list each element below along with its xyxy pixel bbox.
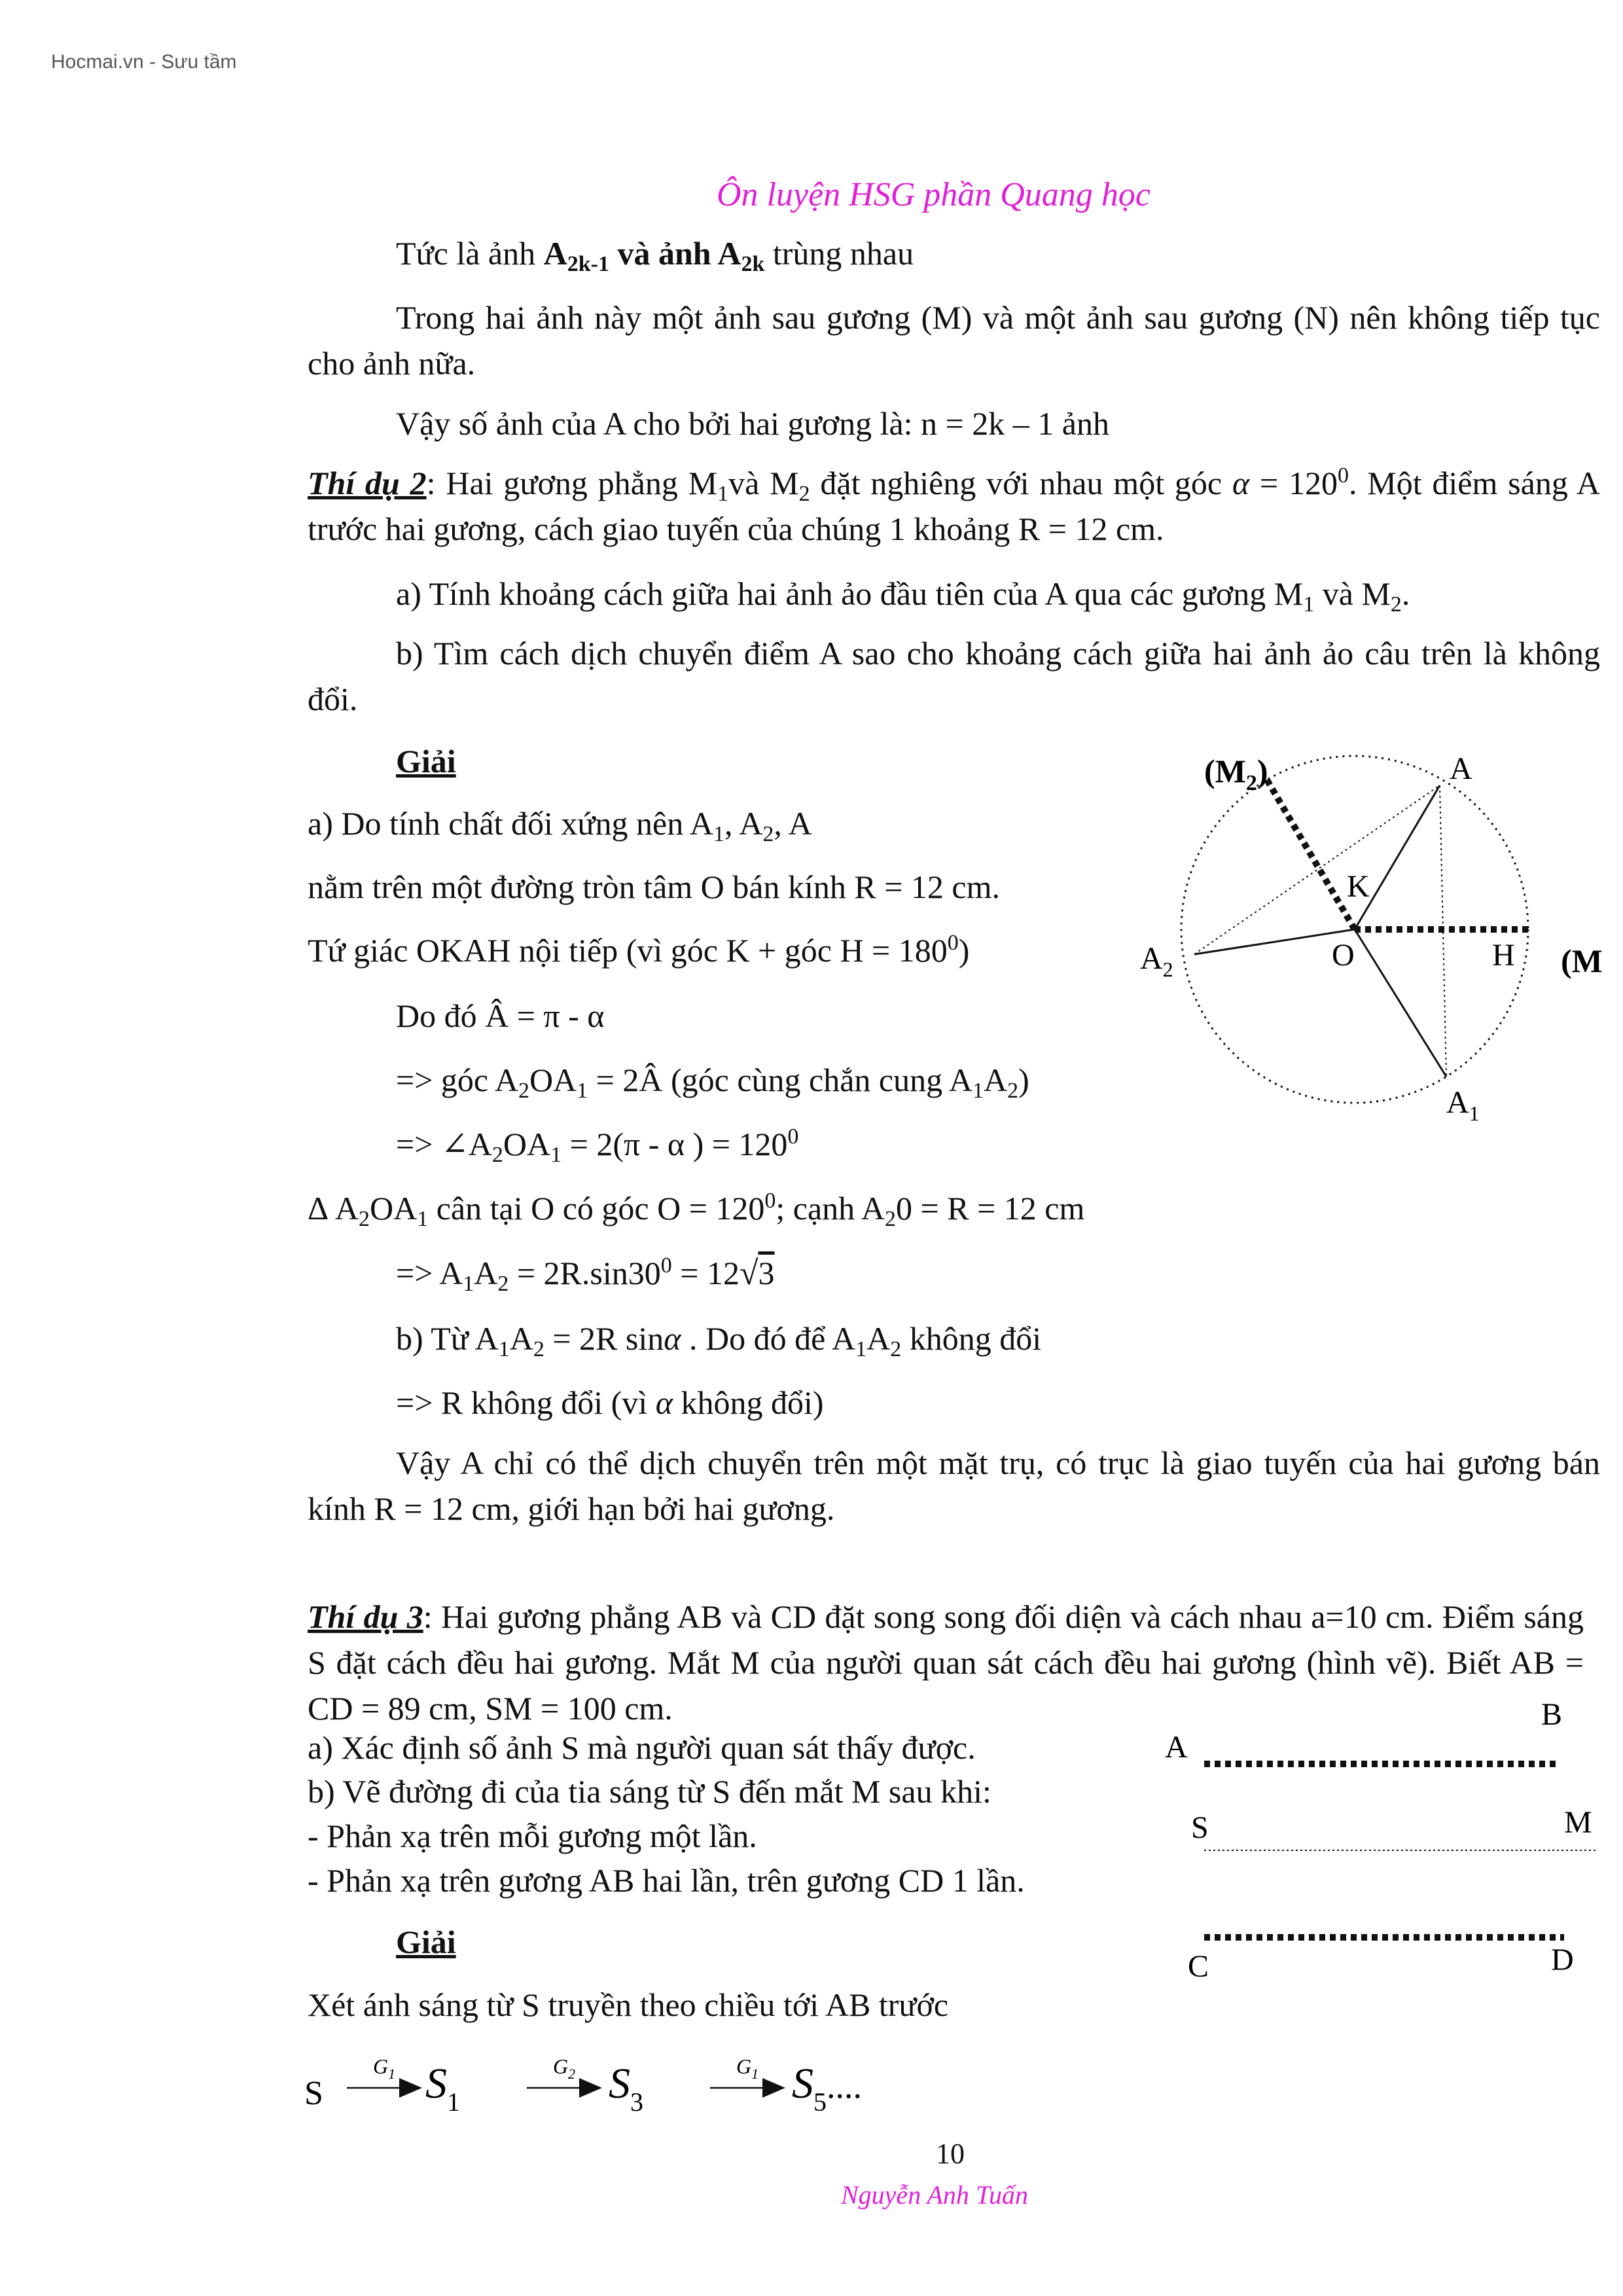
label-k: K [1347,869,1370,904]
intro-line-1: Tức là ảnh $A_{2k-1}$ và ảnh $A_{2k}$ trùng nhau [396,235,914,276]
label-a2: $A_2$ [1140,941,1173,981]
example-3-question-b: b) Vẽ đường đi của tia sáng từ S đến mắt M sau khi: [308,1773,991,1810]
example-2-solution-label: Giải [396,743,456,780]
label-g1-second: $G_1$ [736,2054,759,2082]
example-3-question-a: a) Xác định số ảnh S mà người quan sát thấy được. [308,1729,976,1766]
example-2-question-b: b) Tìm cách dịch chuyển điểm A sao cho khoảng cách giữa hai ảnh ảo câu trên là không đổi. [308,635,1600,717]
label-g1: $G_1$ [373,2054,396,2082]
label-m1: (M [1561,942,1603,979]
solution-line-1: a) Do tính chất đối xứng nên $A_1$, $A_2$, A [308,805,812,846]
label-d: D [1551,1943,1574,1977]
label-a: A [1450,751,1472,786]
solution-line-8: => $A_1A_2 = 2R.\sin 30^0 = 12√3$ [396,1253,775,1296]
label-a1: $A_1$ [1446,1085,1480,1125]
example-3-question-b1: - Phản xạ trên mỗi gương một lần. [308,1818,757,1854]
reflection-chain [301,2036,1021,2127]
label-m2: $(M_2)$ [1204,753,1268,795]
line-a2a [1194,785,1440,954]
example-3-solution-label: Giải [396,1924,456,1960]
watermark: Hocmai.vn - Sưu tầm [51,51,237,73]
page-number: 10 [936,2138,965,2170]
label-h: H [1492,938,1515,973]
example-3-statement: Thí dụ 3: Hai gương phẳng AB và CD đặt song song đối diện và cách nhau a=10 cm. Điểm sáng S đặt cách đều hai gương. Mắt M của người quan sát cách đều hai gương (hình vẽ). Biết AB = CD = 89 cm, SM = 100 cm. [308,1598,1584,1727]
line-oa2 [1194,929,1355,954]
solution-line-9: b) Từ $A_1A_2 = 2R$ sinα . Do đó để $A_1A_2$ không đổi [396,1320,1042,1361]
chain-s5: $S_5^{....}$ [792,2060,862,2117]
example-3-solution-line-1: Xét ánh sáng từ S truyền theo chiều tới AB trước [308,1986,949,2023]
example-2-question-a: a) Tính khoảng cách giữa hai ảnh ảo đầu tiên của A qua các gương $M_1$ và $M_2$. [396,575,1410,617]
mirror-m2 [1266,779,1355,929]
label-a: A [1165,1730,1188,1765]
label-o: O [1332,938,1355,973]
solution-line-7: Δ $A_2OA_1$ cân tại O có góc $O = 120^0$; cạnh $A_20 = R = 12$ cm [308,1189,1085,1231]
intro-line-3: Vậy số ảnh của A cho bởi hai gương là: n = 2k – 1 ảnh [396,405,1109,442]
solution-line-3: Tứ giác OKAH nội tiếp (vì góc K + góc $H = 180^0$) [308,931,970,969]
footer-author: Nguyễn Anh Tuấn [841,2180,1028,2210]
chain-s: S [304,2075,323,2112]
figure-parallel-mirrors [1152,1695,1610,1996]
label-s: S [1191,1810,1209,1845]
figure-mirrors-circle [1132,746,1616,1126]
header-title: Ôn luyện HSG phần Quang học [717,176,1150,213]
solution-line-2: nằm trên một đường tròn tâm O bán kính R = 12 cm. [308,869,1000,905]
solution-line-10: => R không đổi (vì α không đổi) [396,1384,824,1421]
solution-conclusion: Vậy A chỉ có thể dịch chuyển trên một mặt trụ, có trục là giao tuyến của hai gương bán kính R = 12 cm, giới hạn bởi hai gương. [308,1444,1600,1527]
label-m: M [1564,1805,1592,1840]
label-b: B [1541,1697,1563,1732]
solution-line-5: => góc $A_2OA_1$ = 2Â (góc cùng chắn cung $A_1A_2$) [396,1062,1029,1103]
label-c: C [1188,1949,1209,1984]
solution-line-6: => $\angle A_2OA_1 = 2(\pi - \alpha$ ) = $120^0$ [396,1124,799,1167]
line-oa [1355,785,1440,929]
line-oa1 [1355,929,1446,1077]
solution-line-4: Do đó Â = π - α [396,997,605,1034]
example-2-statement: Thí dụ 2: Hai gương phẳng $M_1và$ $M_2$ đặt nghiêng với nhau một góc $\alpha = 120^0$. Một điểm sáng A trước hai gương, cách giao tuyến của chúng 1 khoảng R = 12 cm. [308,463,1600,547]
chain-s3: $S_3$ [609,2060,643,2117]
chain-s1: $S_1$ [425,2060,460,2117]
example-3-question-b2: - Phản xạ trên gương AB hai lần, trên gương CD 1 lần. [308,1862,1025,1899]
intro-paragraph-2: Trong hai ảnh này một ảnh sau gương (M) và một ảnh sau gương (N) nên không tiếp tục cho ảnh nữa. [308,299,1600,382]
label-g2: $G_2$ [553,2054,576,2082]
